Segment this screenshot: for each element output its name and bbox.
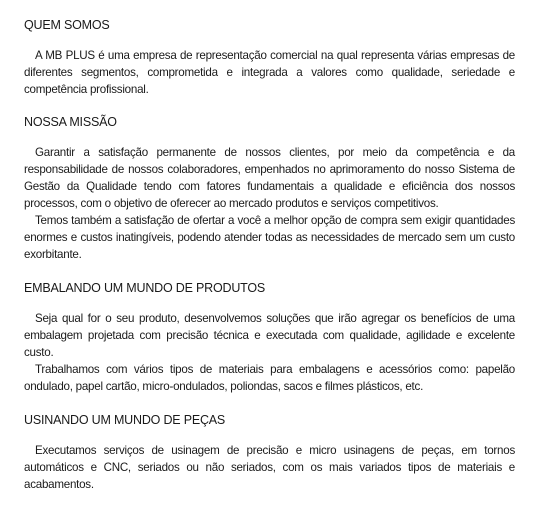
section-heading: USINANDO UM MUNDO DE PEÇAS (24, 413, 226, 427)
section-paragraph: A MB PLUS é uma empresa de representação comercial na qual representa várias empresas de diferentes segmentos, comprometida e integrada a valores como qualidade, seriedade e competência profissional. (24, 49, 515, 96)
section-paragraph: Garantir a satisfação permanente de nossos clientes, por meio da competência e da responsabilidade de nossos colaboradores, empenhados no aprimoramento do nosso Sistema de Gestão da Qualidade tendo com fatores fundamentais a qualidade e eficiência dos nossos processos, com o objetivo de oferecer ao mercado produtos e serviços competitivos. (24, 146, 515, 210)
section-heading: EMBALANDO UM MUNDO DE PRODUTOS (24, 281, 266, 295)
section-paragraph: Trabalhamos com vários tipos de materiais para embalagens e acessórios como: papelão ondulado, papel cartão, micro-ondulados, poliondas, sacos e filmes plásticos, etc. (24, 363, 515, 393)
section-nossa-missao (24, 115, 515, 263)
section-paragraph: Executamos serviços de usinagem de precisão e micro usinagens de peças, em tornos automáticos e CNC, seriados ou não seriados, com os mais variados tipos de materiais e acabamentos. (24, 444, 515, 491)
section-heading: QUEM SOMOS (24, 18, 110, 32)
section-embalando (24, 281, 515, 395)
section-paragraph: Seja qual for o seu produto, desenvolvemos soluções que irão agregar os benefícios de uma embalagem projetada com precisão técnica e executada com qualidade, agilidade e excelente custo. (24, 312, 515, 359)
section-quem-somos (24, 18, 515, 98)
section-usinando (24, 413, 515, 493)
section-heading: NOSSA MISSÃO (24, 115, 117, 129)
section-paragraph: Temos também a satisfação de ofertar a você a melhor opção de compra sem exigir quantidades enormes e custos inatingíveis, podendo atender todas as necessidades de mercado sem um custo exorbitante. (24, 214, 515, 261)
